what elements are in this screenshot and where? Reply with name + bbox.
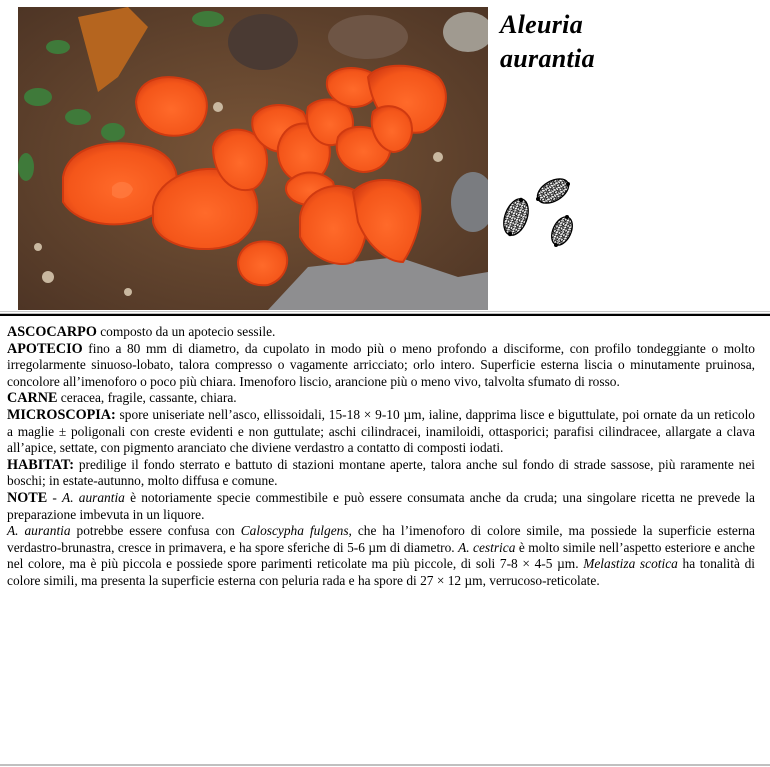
section-text: spore uniseriate nell’asco, ellissoidali, 15-18 × 9-10 µm, ialine, dapprima lisce e biguttulate, poi ornate da un reticolo a maglie ± poligonali con creste evidenti e non guttulate; aschi cilindracei, inamiloidi, ottasporici; parafisi cilindracee, allargate a clava all’apice, settate, con pigmento aranciato che diviene verdastro a contatto di composti iodati. [7,406,755,456]
section-text: , che ha l’imenoforo di colore simile, ma possiede la superficie esterna verdastro-brunastra, cresce in primavera, e ha spore sferiche di 5-6 µm di diametro. [7,523,755,555]
section-text: è notoriamente specie commestibile e può essere consumata anche da cruda; una singolare ricetta ne prevede la preparazione imbevuta in un liquore. [7,489,755,522]
section-text: predilige il fondo sterrato e battuto di stazioni montane aperte, talora anche sul fondo di strade sassose, più raramente nei boschi; in estate-autunno, molto diffusa e comune. [7,456,755,489]
species-title [500,8,595,76]
section-label: CARNE [7,390,58,407]
section-label: ASCOCARPO [7,324,97,340]
section-text: fino a 80 mm di diametro, da cupolato in modo più o meno profondo a disciforme, con profilo tondeggiante o molto irregolarmente sinuoso-lobato, talora compresso o vagamente arricciato; orlo intero. Superficie esterna liscia o minutamente pruinosa, concolore all’imenoforo o poco più chiara. Imenoforo liscio, arancione più o meno vivo, talvolta sfumato di rosso. [7,340,755,389]
species-name: Caloscypha fulgens [240,523,349,539]
title-epithet: aurantia [500,44,595,73]
section-carne [7,390,755,407]
section-habitat [7,457,755,490]
section-text: è molto simile nell’aspetto esteriore e anche nel colore, ma è più piccola e possiede spore parimenti reticolate ma più piccole, di soli 7-8 × 4-5 µm. [7,539,755,572]
description-body [7,324,755,590]
section-label: APOTECIO [7,340,83,357]
section-note [7,490,755,523]
fungus-photo-illustration [18,7,488,310]
title-genus: Aleuria [500,10,584,39]
spores-illustration [498,172,588,262]
section-text: potrebbe essere confusa con [70,523,241,539]
section-confusion [7,523,755,589]
section-label: NOTE [7,489,48,506]
section-text: ha tonalità di colore simili, ma presenta la superficie esterna con peluria rada e ha spore di 27 × 12 µm, verrucoso-reticolate. [7,556,755,588]
dash: - [47,489,63,505]
section-apotecio [7,341,755,391]
fungus-photo [18,7,488,310]
section-divider [0,311,770,316]
species-name: A. cestrica [458,539,516,555]
section-label: MICROSCOPIA: [7,406,116,423]
reticulate-spore-icon [498,172,588,262]
section-text: ceracea, fragile, cassante, chiara. [57,390,237,406]
bottom-border [0,764,770,766]
section-microscopia [7,407,755,457]
species-name: Melastiza scotica [583,556,678,572]
species-name: A. aurantia [7,523,71,539]
section-label: HABITAT: [7,456,74,473]
section-ascocarpo [7,324,755,341]
section-text: composto da un apotecio sessile. [96,324,276,339]
species-name: A. aurantia [62,489,125,505]
